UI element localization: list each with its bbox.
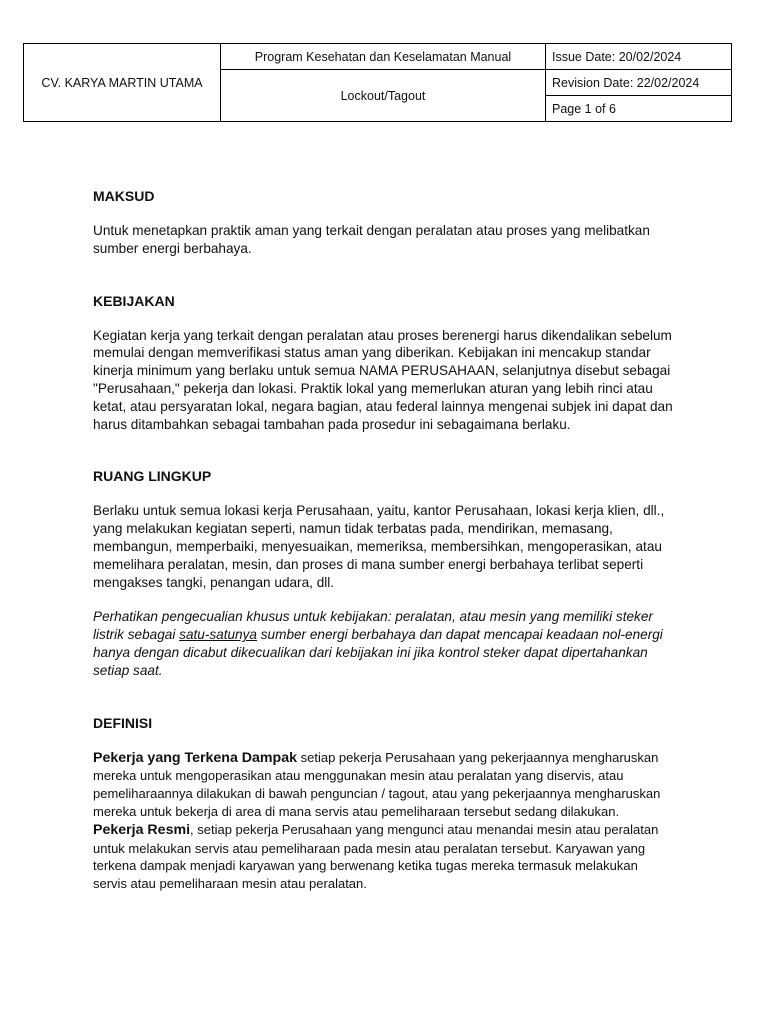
definition-text: , setiap pekerja Perusahaan yang mengunci atau menandai mesin atau peralatan untuk melakukan servis atau pemeliharaan pada mesin atau peralatan tersebut. Karyawan yang terkena dampak menjadi karyawan yang berwenang ketika tugas mereka termasuk melakukan servis atau pemeliharaan mesin atau peralatan.: [93, 821, 659, 892]
issue-date: Issue Date: 20/02/2024: [546, 44, 732, 70]
definition-text: setiap pekerja Perusahaan yang pekerjaannya mengharuskan mereka untuk mengoperasikan atau menggunakan mesin atau peralatan yang diservis, atau pemeliharaannya dilakukan di bawah penguncian / tagout, atau yang pekerjaannya mengharuskan mereka untuk bekerja di area di mana servis atau pemeliharaan tersebut sedang dilakukan.: [93, 749, 661, 819]
page-number: Page 1 of 6: [546, 96, 732, 122]
ruang-lingkup-paragraph: Berlaku untuk semua lokasi kerja Perusahaan, yaitu, kantor Perusahaan, lokasi kerja klien, dll., yang melakukan kegiatan seperti, namun tidak terbatas pada, mendirikan, memasang, membangun, memperbaiki, menyesuaikan, memeriksa, membersihkan, mengoperasikan, atau memelihara peralatan, mesin, dan proses di mana sumber energi berbahaya terlibat seperti mengakses tangki, penangan udara, dll.: [93, 503, 665, 590]
definition-item: [93, 821, 673, 893]
program-title: Program Kesehatan dan Keselamatan Manual: [221, 44, 546, 70]
kebijakan-paragraph: Kegiatan kerja yang terkait dengan peralatan atau proses berenergi harus dikendalikan sebelum memulai dengan memverifikasi status aman yang diberikan. Kebijakan ini mencakup standar kinerja minimum yang berlaku untuk semua NAMA PERUSAHAAN, selanjutnya disebut sebagai "Perusahaan," pekerja dan lokasi. Praktik lokal yang memerlukan aturan yang lebih rinci atau ketat, atau persyaratan lokal, negara bagian, atau federal lainnya mengenai subjek ini dapat dan harus ditambahkan sebagai tambahan pada prosedur ini sebagaimana berlaku.: [93, 327, 673, 432]
section-heading-kebijakan: KEBIJAKAN: [93, 292, 175, 309]
section-maksud: [93, 186, 673, 258]
definition-item: [93, 749, 673, 821]
exception-note-emphasis: satu-satunya: [179, 627, 257, 643]
exception-note: [93, 608, 673, 679]
section-heading-definisi: DEFINISI: [93, 714, 153, 731]
section-heading-maksud: MAKSUD: [93, 188, 155, 204]
document-body: [93, 186, 673, 893]
document-header-table: [23, 43, 732, 122]
exception-note-text: Perhatikan pengecualian khusus untuk kebijakan: peralatan, atau mesin yang memiliki steker listrik sebagai: [93, 609, 653, 643]
company-name: CV. KARYA MARTIN UTAMA: [24, 44, 221, 122]
procedure-title: Lockout/Tagout: [221, 70, 546, 122]
section-kebijakan: [93, 291, 673, 434]
section-ruang-lingkup: [93, 466, 673, 679]
exception-note-text-end: sumber energi berbahaya dan dapat mencapai keadaan nol-energi hanya dengan dicabut dikecualikan dari kebijakan ini jika kontrol steker dapat dipertahankan setiap saat.: [93, 627, 663, 678]
revision-date: Revision Date: 22/02/2024: [546, 70, 732, 96]
definition-term: Pekerja Resmi: [93, 821, 191, 838]
section-heading-ruang-lingkup: RUANG LINGKUP: [93, 468, 212, 485]
section-definisi: [93, 713, 673, 893]
definition-term: Pekerja yang Terkena Dampak: [93, 749, 297, 766]
maksud-paragraph: Untuk menetapkan praktik aman yang terkait dengan peralatan atau proses yang melibatkan sumber energi berbahaya.: [93, 223, 650, 256]
